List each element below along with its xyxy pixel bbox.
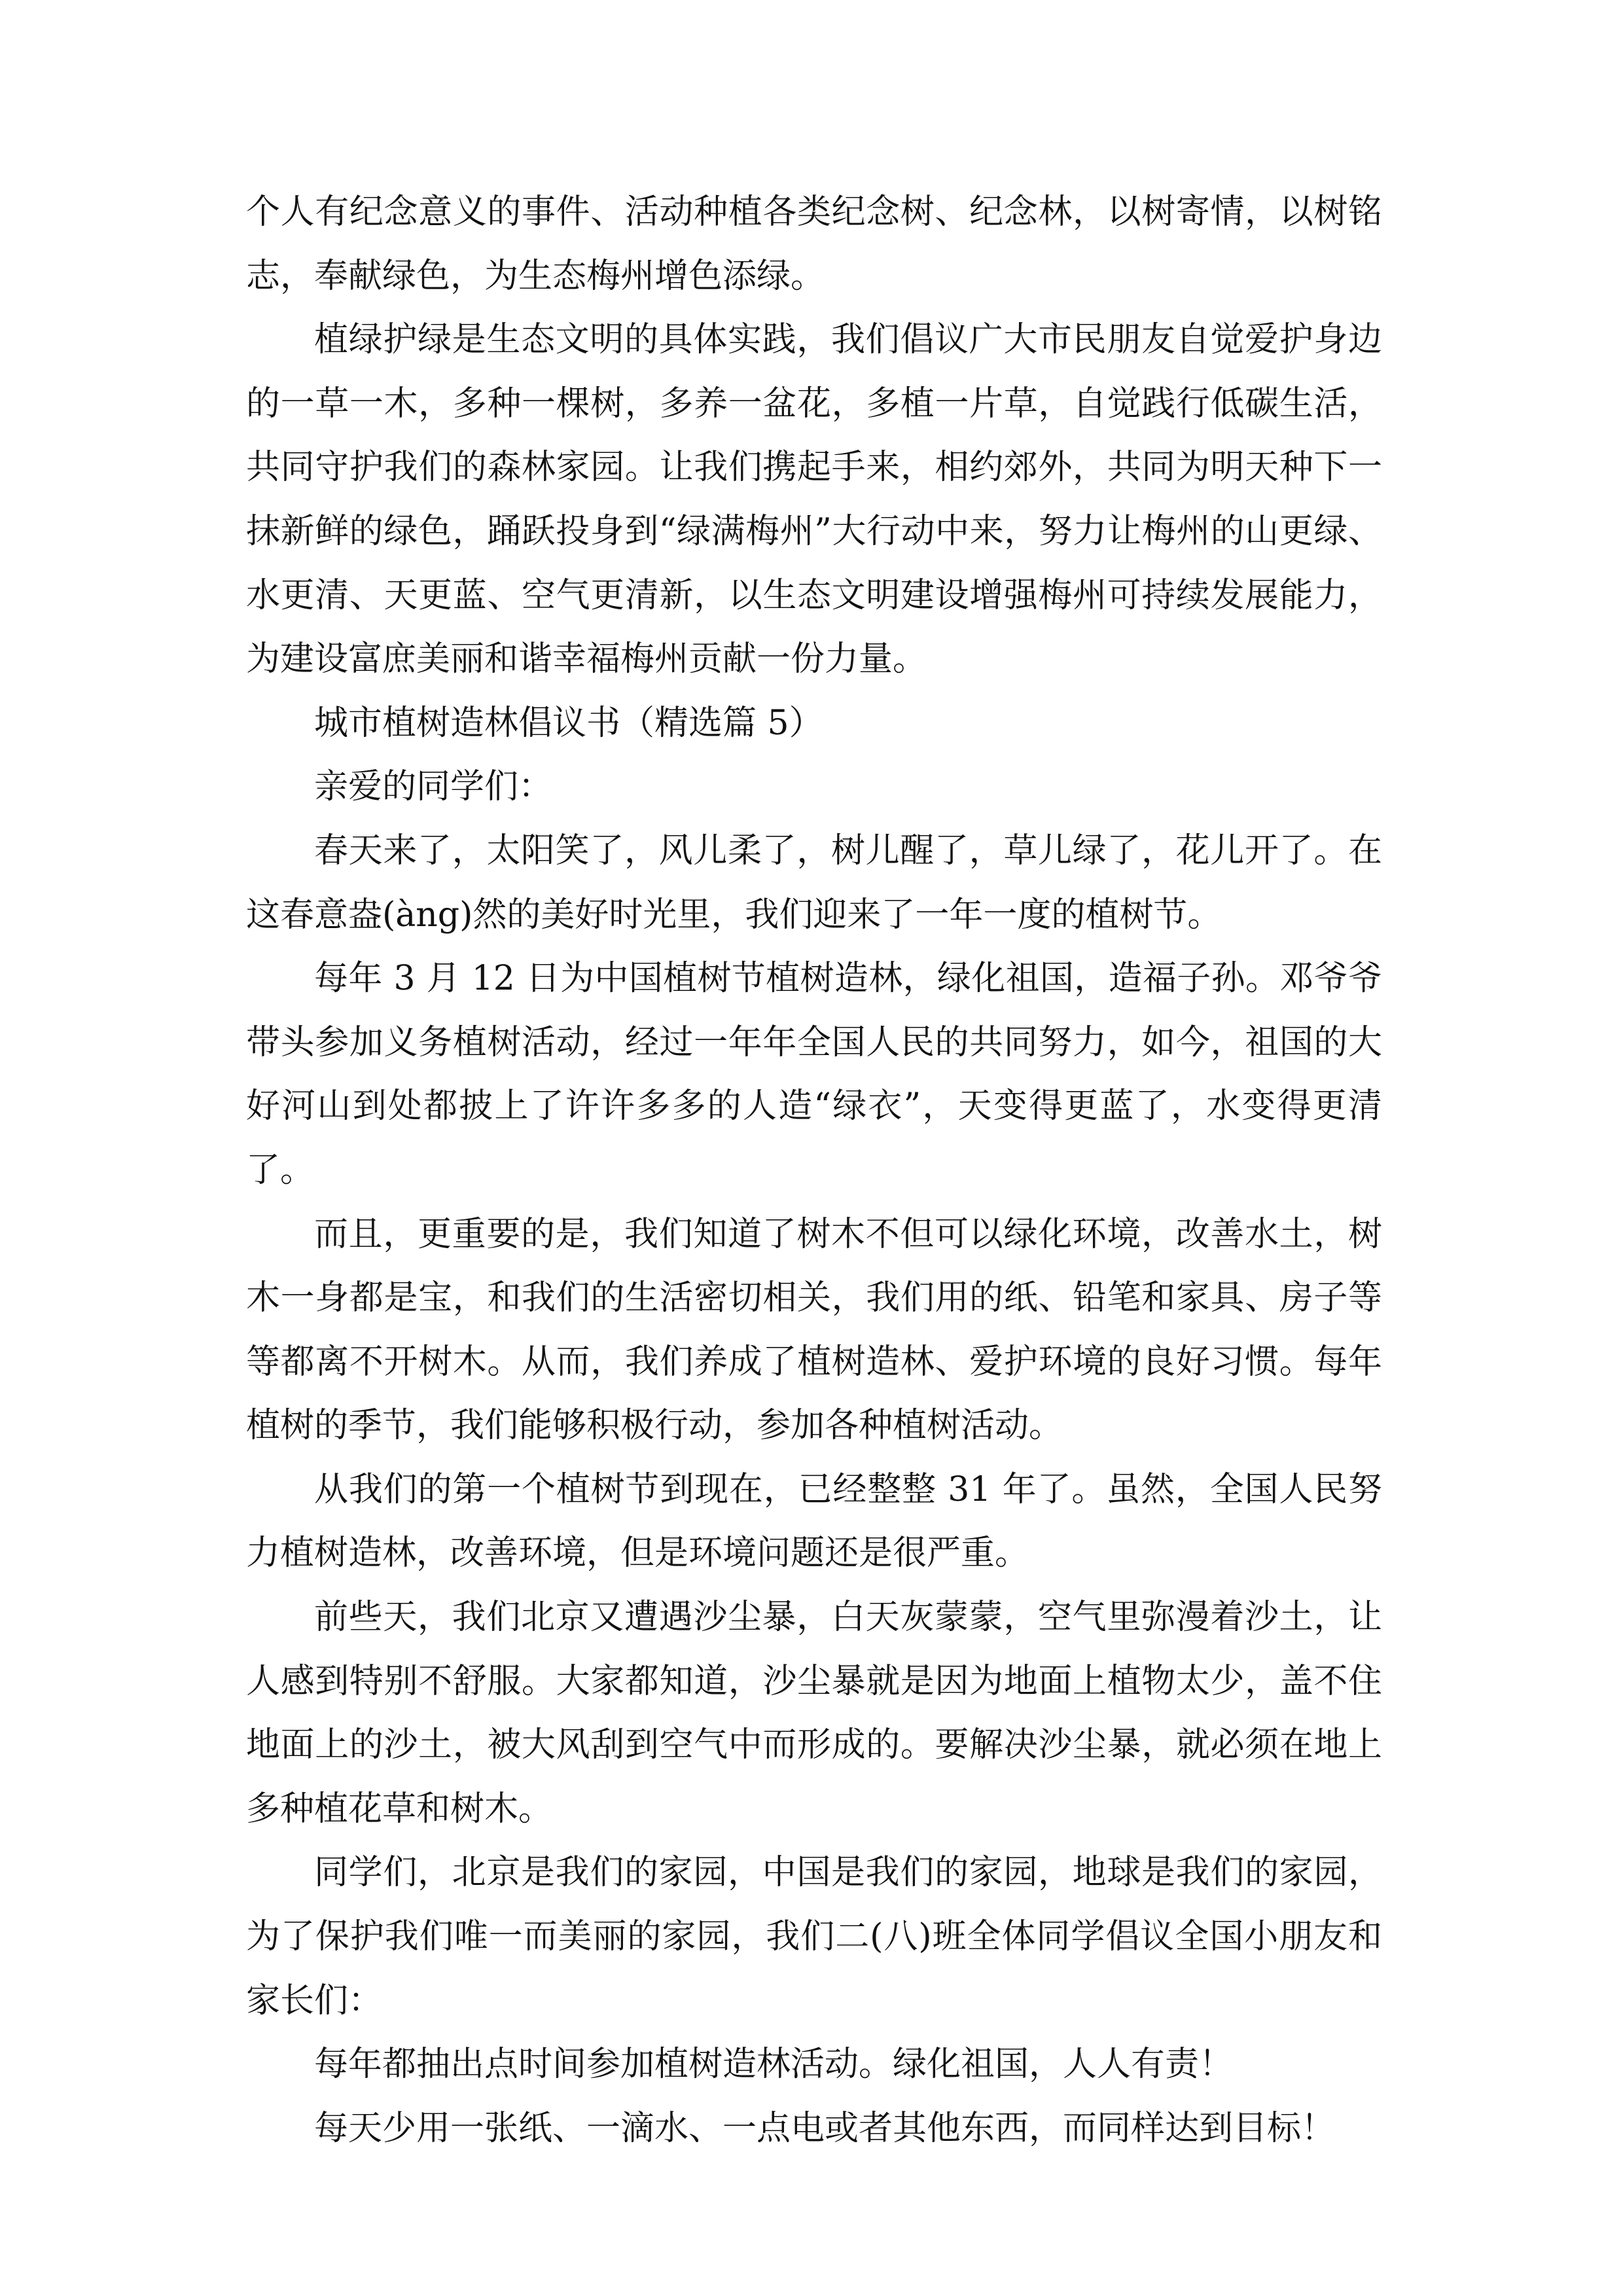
paragraph-continued: 个人有纪念意义的事件、活动种植各类纪念树、纪念林，以树寄情，以树铭志，奉献绿色，为生态梅州增色添绿。 bbox=[246, 192, 1382, 296]
paragraph-importance: 而且，更重要的是，我们知道了树木不但可以绿化环境，改善水土，树木一身都是宝，和我们的生活密切相关，我们用的纸、铅笔和家具、房子等等都离不开树木。从而，我们养成了植树造林、爱护环境的良好习惯。每年植树的季节，我们能够积极行动，参加各种植树活动。 bbox=[246, 1214, 1382, 1446]
proposal-item-2: 每天少用一张纸、一滴水、一点电或者其他东西，而同样达到目标！ bbox=[314, 2108, 1336, 2148]
document-page bbox=[246, 181, 1382, 2161]
paragraph-31-years: 从我们的第一个植树节到现在，已经整整 31 年了。虽然，全国人民努力植树造林，改善环境，但是环境问题还是很严重。 bbox=[246, 1469, 1382, 1573]
paragraph-sandstorm: 前些天，我们北京又遭遇沙尘暴，白天灰蒙蒙，空气里弥漫着沙土，让人感到特别不舒服。大家都知道，沙尘暴就是因为地面上植物太少，盖不住地面上的沙土，被大风刮到空气中而形成的。要解决沙尘暴，就必须在地上多种植花草和树木。 bbox=[246, 1598, 1382, 1829]
proposal-item-1: 每年都抽出点时间参加植树造林活动。绿化祖国，人人有责！ bbox=[314, 2045, 1234, 2085]
salutation: 亲爱的同学们： bbox=[314, 767, 553, 807]
section-heading: 城市植树造林倡议书（精选篇 5） bbox=[314, 703, 823, 743]
paragraph-classmates: 同学们，北京是我们的家园，中国是我们的家园，地球是我们的家园，为了保护我们唯一而美丽的家园，我们二(八)班全体同学倡议全国小朋友和家长们： bbox=[246, 1853, 1382, 2020]
paragraph-green-protection: 植绿护绿是生态文明的具体实践，我们倡议广大市民朋友自觉爱护身边的一草一木，多种一棵树，多养一盆花，多植一片草，自觉践行低碳生活，共同守护我们的森林家园。让我们携起手来，相约郊外，共同为明天种下一抹新鲜的绿色，踊跃投身到“绿满梅州”大行动中来，努力让梅州的山更绿、水更清、天更蓝、空气更清新，以生态文明建设增强梅州可持续发展能力，为建设富庶美丽和谐幸福梅州贡献一份力量。 bbox=[246, 320, 1382, 679]
paragraph-spring: 春天来了，太阳笑了，风儿柔了，树儿醒了，草儿绿了，花儿开了。在这春意盎(àng)然的美好时光里，我们迎来了一年一度的植树节。 bbox=[246, 831, 1382, 935]
paragraph-arbor-day: 每年 3 月 12 日为中国植树节植树造林，绿化祖国，造福子孙。邓爷爷带头参加义务植树活动，经过一年年全国人民的共同努力，如今，祖国的大好河山到处都披上了许许多多的人造“绿衣”，天变得更蓝了，水变得更清了。 bbox=[246, 959, 1382, 1190]
